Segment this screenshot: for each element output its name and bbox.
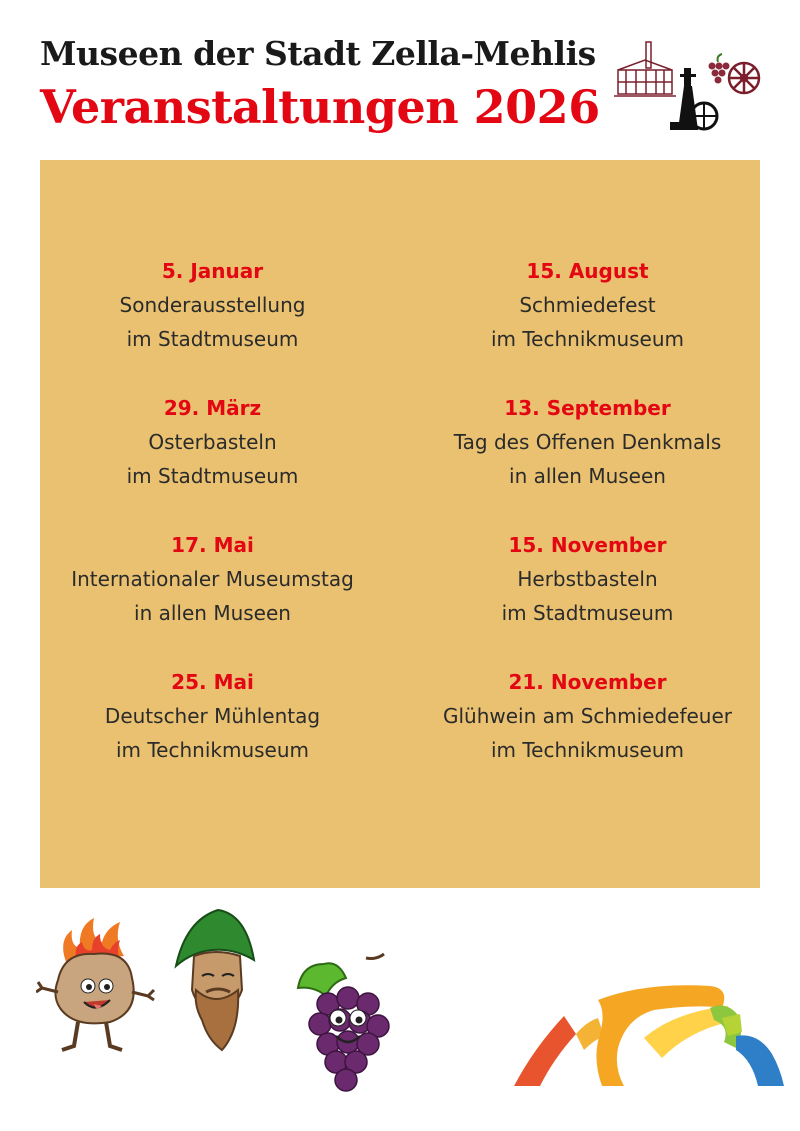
event-date: 21. November bbox=[508, 670, 667, 694]
event-date: 15. November bbox=[508, 533, 667, 557]
event-place: in allen Museen bbox=[509, 464, 666, 488]
event-title: Sonderausstellung bbox=[119, 293, 306, 317]
mascots bbox=[36, 900, 416, 1100]
event-place: im Stadtmuseum bbox=[501, 601, 674, 625]
mine-tower-icon bbox=[670, 68, 717, 130]
event-place: in allen Museen bbox=[134, 601, 291, 625]
wheel-icon bbox=[729, 63, 759, 93]
event-item bbox=[40, 528, 385, 665]
event-date: 5. Januar bbox=[161, 259, 264, 283]
event-item bbox=[415, 254, 760, 391]
event-item bbox=[415, 528, 760, 665]
event-title: Deutscher Mühlentag bbox=[104, 704, 321, 728]
event-title: Tag des Offenen Denkmals bbox=[453, 430, 722, 454]
event-place: im Stadtmuseum bbox=[126, 464, 299, 488]
top-logos bbox=[612, 38, 762, 134]
event-place: im Technikmuseum bbox=[115, 738, 310, 762]
event-date: 25. Mai bbox=[171, 670, 254, 694]
events-column-left bbox=[40, 254, 385, 802]
museum-building-icon bbox=[614, 42, 676, 96]
event-place: im Stadtmuseum bbox=[126, 327, 299, 351]
event-date: 15. August bbox=[526, 259, 649, 283]
events-column-right bbox=[415, 254, 760, 802]
museum-name: Museen der Stadt Zella-Mehlis bbox=[40, 34, 596, 73]
hunter-mascot-icon bbox=[176, 910, 254, 1050]
event-place: im Technikmuseum bbox=[490, 738, 685, 762]
event-title: Internationaler Museumstag bbox=[71, 567, 354, 591]
event-date: 13. September bbox=[504, 396, 671, 420]
event-title: Osterbasteln bbox=[148, 430, 277, 454]
events-panel bbox=[40, 160, 760, 888]
events-title: Veranstaltungen 2026 bbox=[40, 80, 600, 134]
event-item bbox=[415, 391, 760, 528]
event-date: 29. März bbox=[163, 396, 262, 420]
event-title: Herbstbasteln bbox=[517, 567, 658, 591]
event-place: im Technikmuseum bbox=[490, 327, 685, 351]
stone-mascot-icon bbox=[36, 918, 154, 1050]
event-item bbox=[40, 391, 385, 528]
event-title: Schmiedefest bbox=[519, 293, 656, 317]
event-date: 17. Mai bbox=[171, 533, 254, 557]
event-item bbox=[415, 665, 760, 802]
grape-mascot-icon bbox=[298, 954, 389, 1091]
event-item bbox=[40, 665, 385, 802]
grape-icon bbox=[709, 54, 730, 84]
city-logo-icon bbox=[514, 978, 786, 1088]
event-title: Glühwein am Schmiedefeuer bbox=[442, 704, 732, 728]
event-item bbox=[40, 254, 385, 391]
